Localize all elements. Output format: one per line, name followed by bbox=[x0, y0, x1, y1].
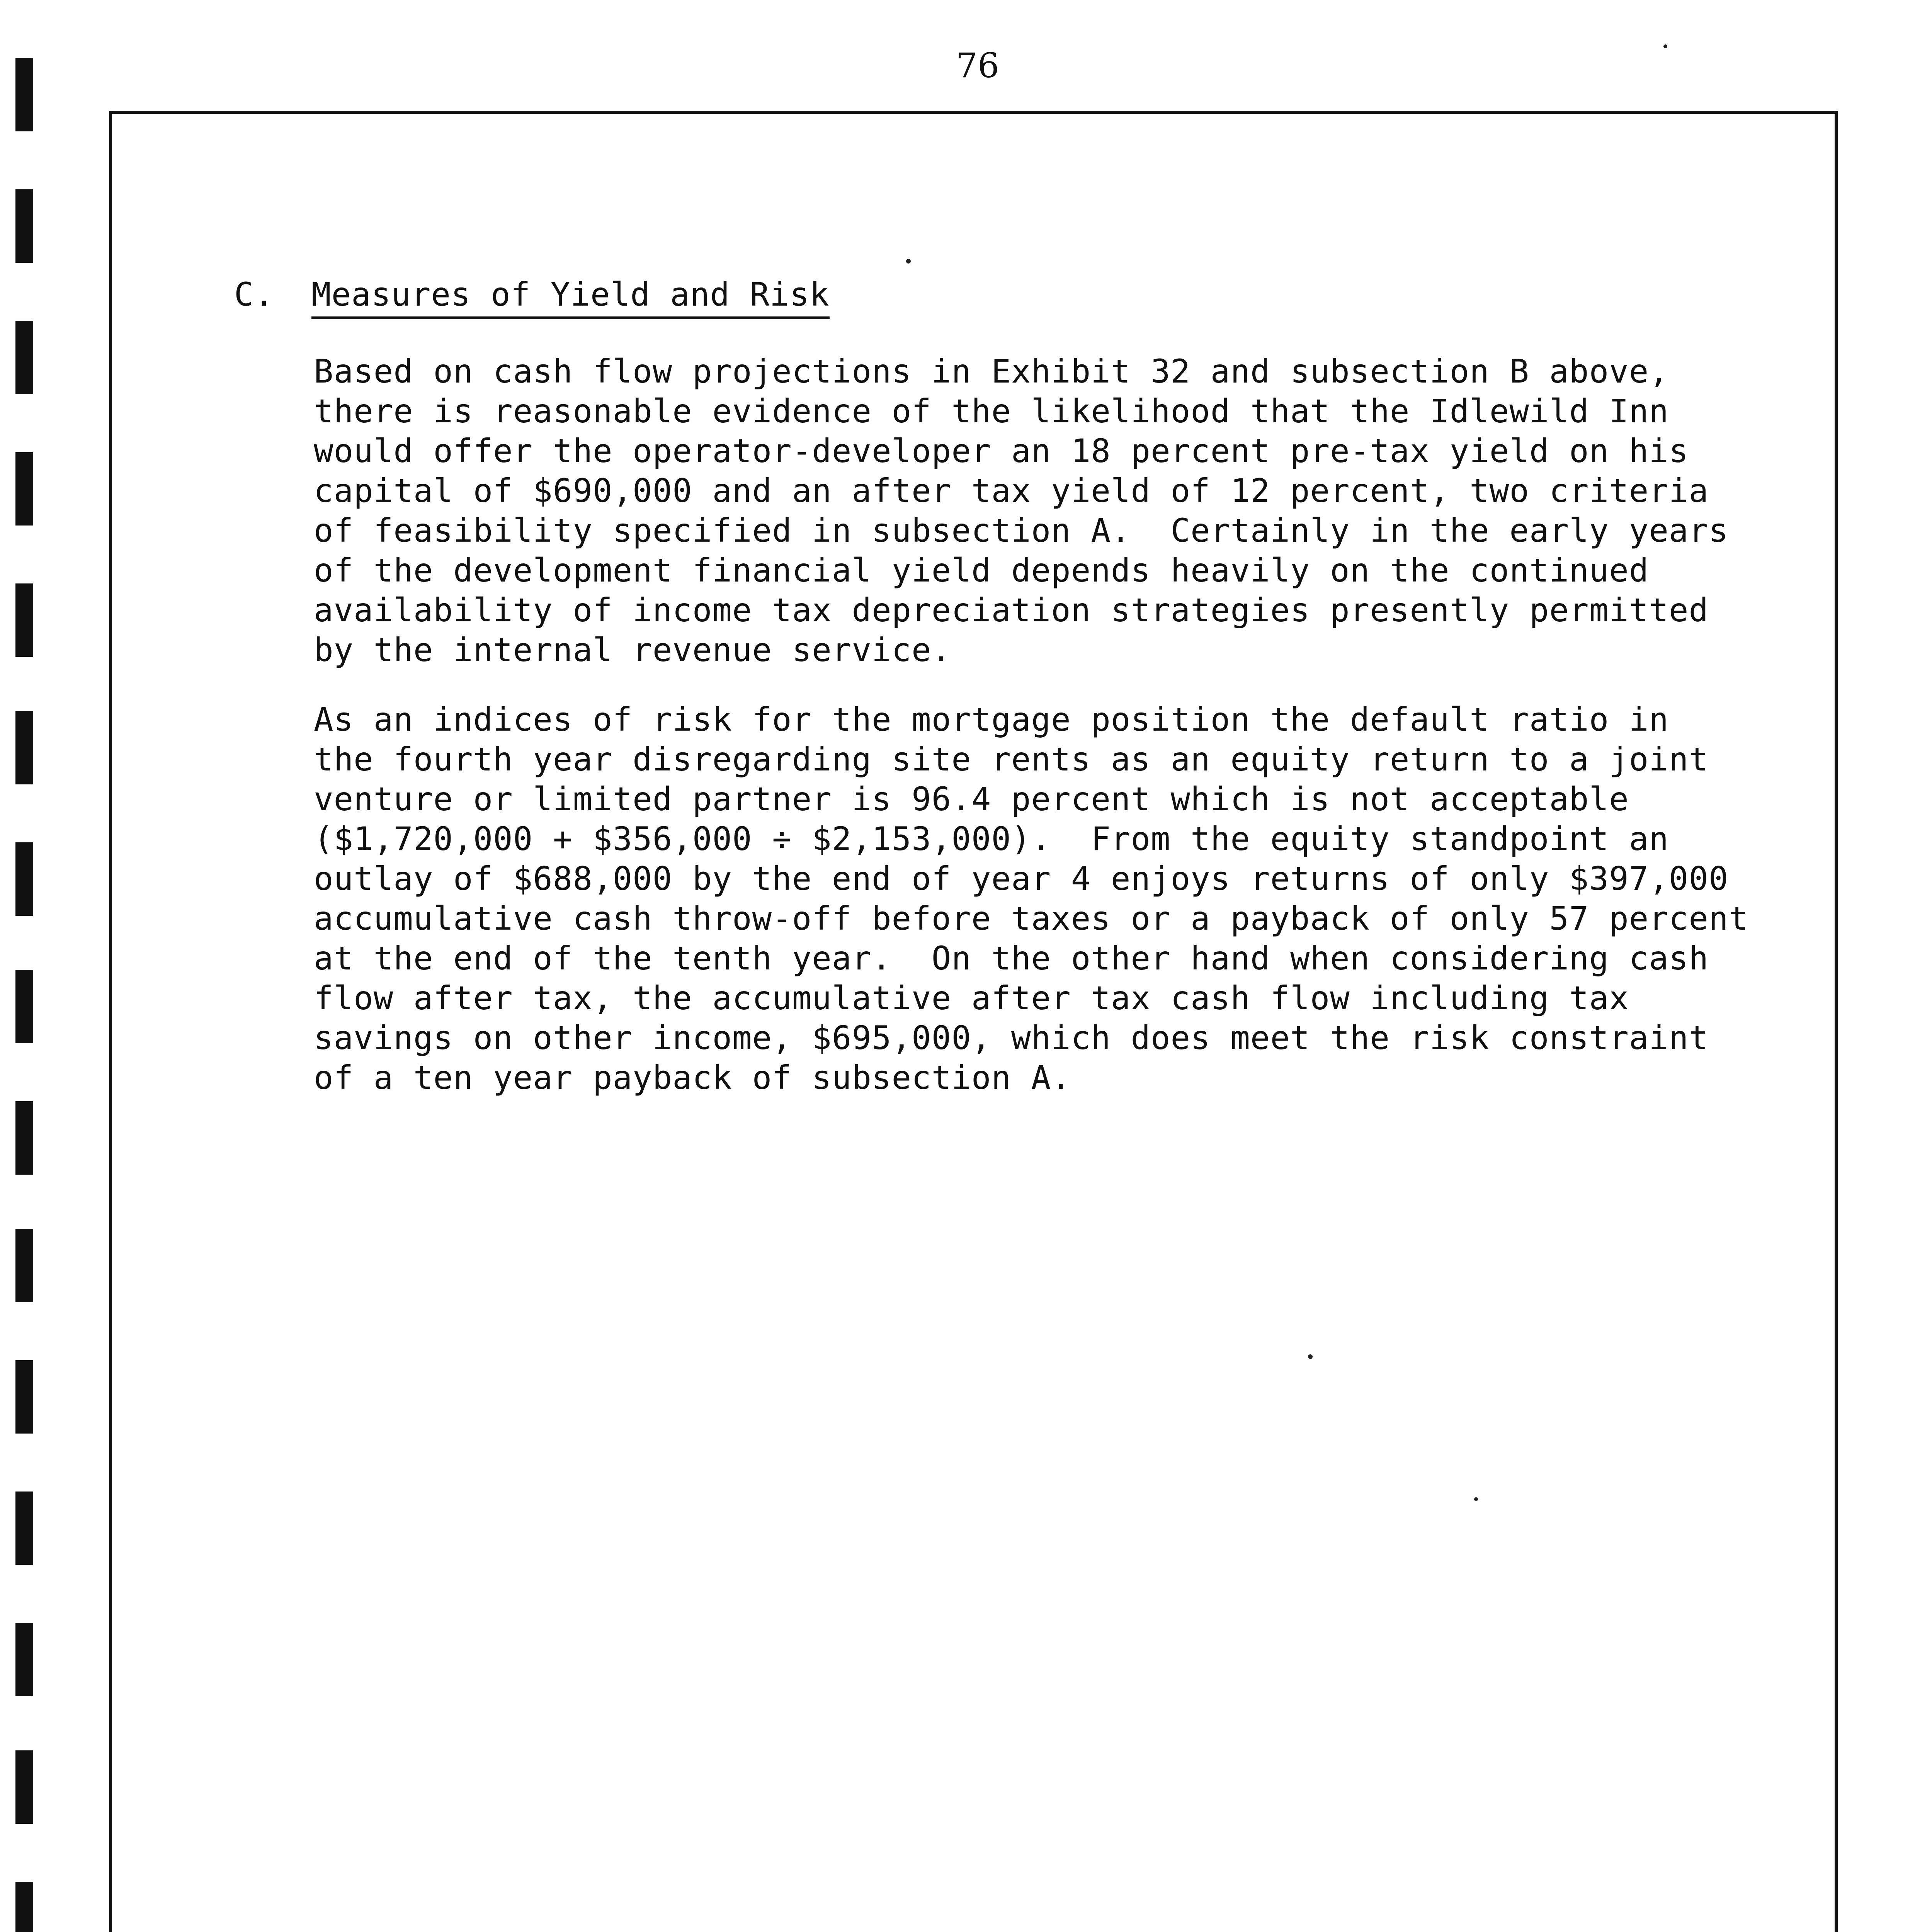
text-line: capital of $690,000 and an after tax yield of 12 percent, two criteria bbox=[314, 472, 1709, 510]
text-line: the fourth year disregarding site rents as an equity return to a joint bbox=[314, 740, 1709, 778]
scan-speck bbox=[1308, 1354, 1313, 1359]
paragraph-yield bbox=[314, 352, 1743, 670]
text-line: accumulative cash throw-off before taxes or a payback of only 57 percent bbox=[314, 900, 1749, 937]
section-title: Measures of Yield and Risk bbox=[311, 276, 830, 319]
binding-mark bbox=[15, 58, 33, 131]
text-line: of feasibility specified in subsection A. Certainly in the early years bbox=[314, 512, 1729, 549]
binding-mark bbox=[15, 189, 33, 263]
binding-mark bbox=[15, 1360, 33, 1434]
scan-speck bbox=[906, 259, 911, 264]
text-line: at the end of the tenth year. On the other hand when considering cash bbox=[314, 939, 1709, 977]
scan-speck bbox=[1474, 1497, 1478, 1501]
text-line: Based on cash flow projections in Exhibit 32 and subsection B above, bbox=[314, 352, 1669, 390]
text-line: there is reasonable evidence of the likelihood that the Idlewild Inn bbox=[314, 392, 1669, 430]
text-line: venture or limited partner is 96.4 percent which is not acceptable bbox=[314, 780, 1629, 818]
binding-mark bbox=[15, 452, 33, 526]
binding-mark bbox=[15, 970, 33, 1043]
binding-mark bbox=[15, 842, 33, 916]
binding-mark bbox=[15, 1229, 33, 1302]
page-number: 76 bbox=[956, 46, 999, 85]
binding-mark bbox=[15, 1750, 33, 1824]
section-heading bbox=[234, 274, 830, 315]
text-line: As an indices of risk for the mortgage position the default ratio in bbox=[314, 701, 1669, 738]
text-line: flow after tax, the accumulative after tax cash flow including tax bbox=[314, 979, 1629, 1017]
binding-mark bbox=[15, 711, 33, 784]
binding-mark bbox=[15, 321, 33, 394]
binding-mark bbox=[15, 1882, 33, 1932]
text-line: ($1,720,000 + $356,000 ÷ $2,153,000). From the equity standpoint an bbox=[314, 820, 1669, 858]
text-line: of the development financial yield depends heavily on the continued bbox=[314, 551, 1649, 589]
binding-mark bbox=[15, 1623, 33, 1696]
text-line: outlay of $688,000 by the end of year 4 enjoys returns of only $397,000 bbox=[314, 860, 1729, 898]
text-line: savings on other income, $695,000, which does meet the risk constraint bbox=[314, 1019, 1709, 1057]
section-letter: C. bbox=[234, 276, 274, 313]
scan-speck bbox=[1663, 44, 1667, 48]
binding-mark bbox=[15, 1101, 33, 1175]
text-line: would offer the operator-developer an 18 percent pre-tax yield on his bbox=[314, 432, 1689, 470]
binding-mark bbox=[15, 583, 33, 657]
text-line: of a ten year payback of subsection A. bbox=[314, 1059, 1071, 1097]
paragraph-risk bbox=[314, 700, 1749, 1098]
binding-mark bbox=[15, 1492, 33, 1565]
text-line: availability of income tax depreciation strategies presently permitted bbox=[314, 591, 1709, 629]
text-line: by the internal revenue service. bbox=[314, 631, 952, 669]
binding-marks bbox=[15, 0, 33, 1932]
